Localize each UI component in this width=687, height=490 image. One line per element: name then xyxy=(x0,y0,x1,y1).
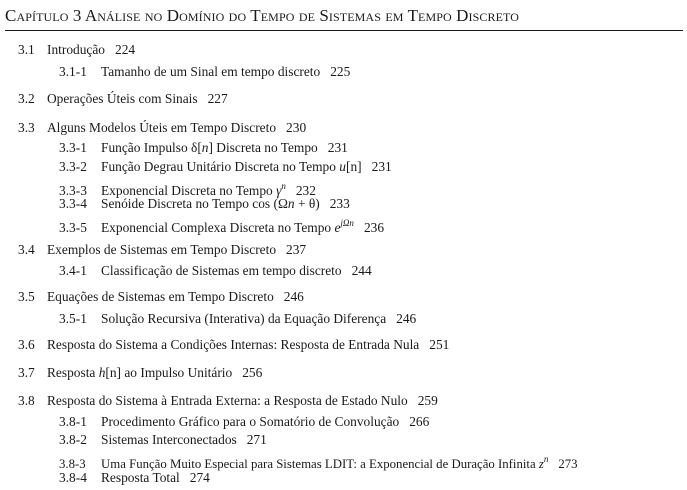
subsection-title-text: [n] xyxy=(346,159,362,174)
subsection-number: 3.3-4 xyxy=(59,196,87,211)
toc-entry-3-4-1[interactable] xyxy=(59,263,372,279)
toc-entry-3-7[interactable] xyxy=(18,365,262,381)
section-number: 3.7 xyxy=(18,365,35,380)
subsection-number: 3.8-4 xyxy=(59,470,87,485)
subsection-title: Tamanho de um Sinal em tempo discreto xyxy=(101,64,321,79)
subsection-number: 3.3-3 xyxy=(59,183,87,198)
toc-entry-3-3-1[interactable] xyxy=(59,140,348,156)
page-number: 237 xyxy=(286,242,307,257)
section-title: Introdução xyxy=(47,42,106,57)
section-number: 3.8 xyxy=(18,393,35,408)
page-number: 273 xyxy=(558,457,578,471)
section-title: Operações Úteis com Sinais xyxy=(47,91,198,106)
toc-entry-3-8-1[interactable] xyxy=(59,414,429,430)
subsection-number: 3.3-2 xyxy=(59,159,87,174)
section-title: Resposta do Sistema à Entrada Externa: a Resposta de Estado Nulo xyxy=(47,393,408,408)
subsection-title: Sistemas Interconectados xyxy=(101,432,237,447)
toc-entry-3-2[interactable] xyxy=(18,91,228,107)
page-number: 271 xyxy=(246,432,267,447)
toc-entry-3-8-2[interactable] xyxy=(59,432,267,448)
section-number: 3.5 xyxy=(18,289,35,304)
math-superscript: n xyxy=(543,454,549,464)
subsection-title: Classificação de Sistemas em tempo discreto xyxy=(101,263,342,278)
math-variable: z xyxy=(538,457,544,471)
subsection-title-text: Exponencial Discreta no Tempo xyxy=(101,183,277,198)
page-number: 246 xyxy=(396,311,417,326)
page-number: 224 xyxy=(115,42,136,57)
math-variable: e xyxy=(334,220,341,235)
page-number: 246 xyxy=(283,289,304,304)
subsection-title: Solução Recursiva (Interativa) da Equação Diferença xyxy=(101,311,387,326)
subsection-title: Procedimento Gráfico para o Somatório de Convolução xyxy=(101,414,400,429)
chapter-title: Capítulo 3 Análise no Domínio do Tempo de Sistemas em Tempo Discreto xyxy=(5,6,520,25)
section-number: 3.6 xyxy=(18,337,35,352)
page-number: 227 xyxy=(207,91,228,106)
toc-entry-3-8-3[interactable] xyxy=(59,451,578,472)
page-number: 231 xyxy=(327,140,348,155)
toc-entry-3-8[interactable] xyxy=(18,393,438,409)
toc-entry-3-3-4[interactable] xyxy=(59,196,350,212)
subsection-number: 3.8-1 xyxy=(59,414,87,429)
page-number: 259 xyxy=(417,393,438,408)
page-number: 231 xyxy=(371,159,392,174)
subsection-title-text: Uma Função Muito Especial para Sistemas LDIT: a Exponencial de Duração Infinita xyxy=(101,457,539,471)
section-title: Resposta do Sistema a Condições Internas: Resposta de Entrada Nula xyxy=(47,337,420,352)
section-number: 3.1 xyxy=(18,42,35,57)
subsection-title-text: Função Impulso δ[ xyxy=(101,140,202,155)
math-superscript: jΩn xyxy=(340,218,354,228)
toc-entry-3-3-5[interactable] xyxy=(59,215,384,236)
page-number: 266 xyxy=(409,414,430,429)
section-title: Equações de Sistemas em Tempo Discreto xyxy=(47,289,274,304)
page-number: 244 xyxy=(351,263,372,278)
page-number: 251 xyxy=(429,337,450,352)
page-number: 232 xyxy=(295,183,316,198)
toc-entry-3-5[interactable] xyxy=(18,289,304,305)
math-variable: h xyxy=(98,365,106,380)
toc-entry-3-1[interactable] xyxy=(18,42,135,58)
section-number: 3.4 xyxy=(18,242,35,257)
chapter-divider xyxy=(5,30,683,31)
subsection-number: 3.4-1 xyxy=(59,263,87,278)
section-title: Exemplos de Sistemas em Tempo Discreto xyxy=(47,242,277,257)
subsection-title-text: + θ) xyxy=(294,196,320,211)
subsection-number: 3.3-5 xyxy=(59,220,87,235)
math-variable: γ xyxy=(276,183,282,198)
math-superscript: n xyxy=(281,181,286,191)
math-variable: n xyxy=(287,196,295,211)
page-number: 230 xyxy=(286,120,307,135)
section-title-text: [n] ao Impulso Unitário xyxy=(105,365,233,380)
toc-entry-3-6[interactable] xyxy=(18,337,449,353)
subsection-number: 3.3-1 xyxy=(59,140,87,155)
math-variable: u xyxy=(339,159,346,174)
page-number: 225 xyxy=(330,64,351,79)
section-number: 3.2 xyxy=(18,91,35,106)
subsection-title-text: ] Discreta no Tempo xyxy=(208,140,318,155)
subsection-title-text: Senóide Discreta no Tempo cos (Ω xyxy=(101,196,288,211)
section-title-text: Resposta xyxy=(47,365,99,380)
toc-entry-3-3-2[interactable] xyxy=(59,159,392,175)
toc-entry-3-8-4[interactable] xyxy=(59,470,210,486)
page-number: 236 xyxy=(363,220,385,235)
toc-entry-3-3[interactable] xyxy=(18,120,306,136)
page-number: 256 xyxy=(242,365,263,380)
toc-entry-3-1-1[interactable] xyxy=(59,64,350,80)
subsection-number: 3.5-1 xyxy=(59,311,87,326)
subsection-title: Resposta Total xyxy=(101,470,180,485)
toc-entry-3-5-1[interactable] xyxy=(59,311,416,327)
toc-entry-3-4[interactable] xyxy=(18,242,306,258)
subsection-number: 3.8-2 xyxy=(59,432,87,447)
subsection-number: 3.8-3 xyxy=(59,457,86,471)
subsection-title-text: Função Degrau Unitário Discreta no Tempo xyxy=(101,159,340,174)
subsection-number: 3.1-1 xyxy=(59,64,87,79)
page-number: 233 xyxy=(329,196,350,211)
page-number: 274 xyxy=(189,470,210,485)
section-title: Alguns Modelos Úteis em Tempo Discreto xyxy=(47,120,277,135)
math-variable: n xyxy=(201,140,209,155)
subsection-title-text: Exponencial Complexa Discreta no Tempo xyxy=(101,220,335,235)
section-number: 3.3 xyxy=(18,120,35,135)
